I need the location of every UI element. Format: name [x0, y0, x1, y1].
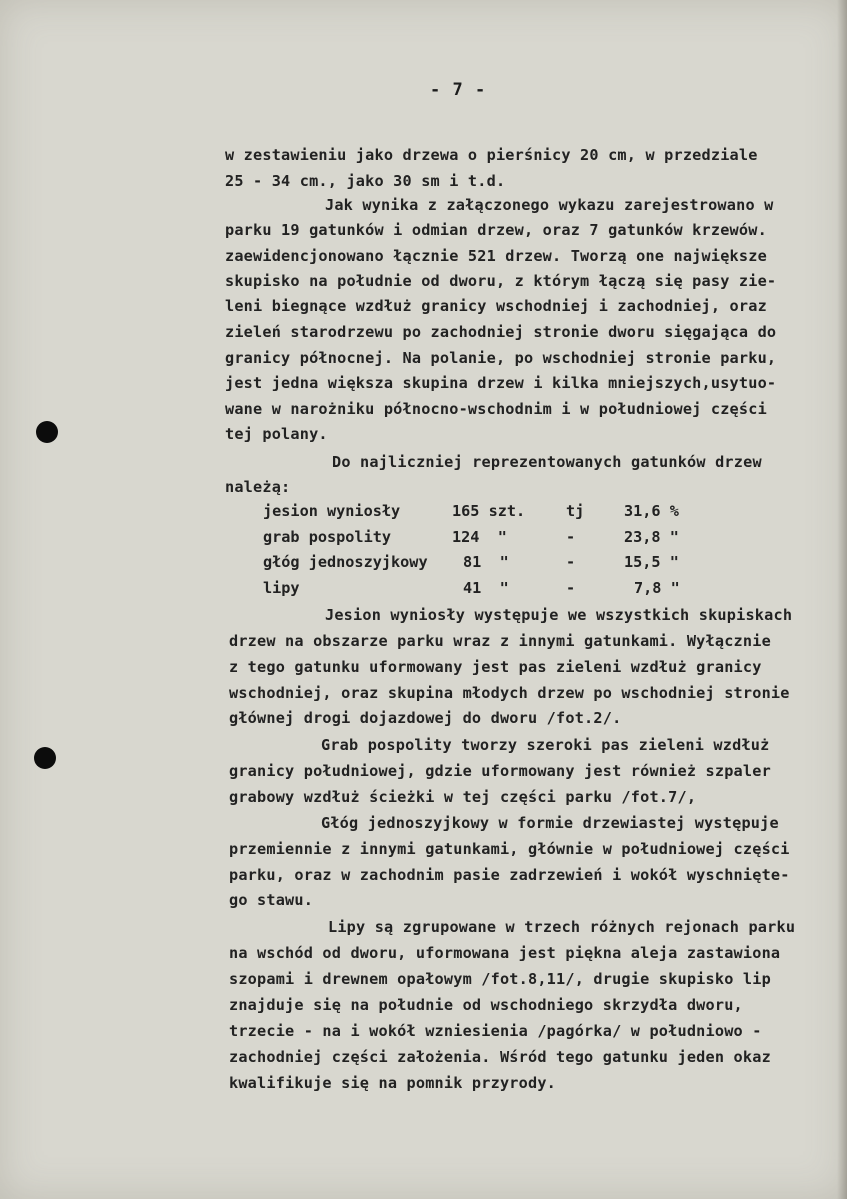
- text-line: grabowy wzdłuż ścieżki w tej części parku /fot.7/,: [229, 788, 697, 806]
- species-percent: 7,8 ": [634, 579, 680, 597]
- species-count: 41 ": [463, 579, 509, 597]
- punch-hole-top: [36, 421, 58, 443]
- text-line: drzew na obszarze parku wraz z innymi gatunkami. Wyłącznie: [229, 632, 771, 650]
- text-line: Głóg jednoszyjkowy w formie drzewiastej występuje: [321, 814, 779, 832]
- species-sep: tj: [566, 502, 585, 520]
- text-line: znajduje się na południe od wschodniego skrzydła dworu,: [229, 996, 743, 1014]
- text-line: Grab pospolity tworzy szeroki pas zieleni wzdłuż: [321, 736, 770, 754]
- punch-hole-bottom: [34, 747, 56, 769]
- text-line: zaewidencjonowano łącznie 521 drzew. Tworzą one największe: [225, 247, 767, 265]
- text-line: granicy północnej. Na polanie, po wschodniej stronie parku,: [225, 349, 777, 367]
- species-percent: 31,6 %: [624, 502, 679, 520]
- species-name: głóg jednoszyjkowy: [263, 553, 428, 571]
- species-sep: -: [566, 579, 576, 597]
- text-line: na wschód od dworu, uformowana jest piękna aleja zastawiona: [229, 944, 781, 962]
- species-percent: 23,8 ": [624, 528, 679, 546]
- text-line: trzecie - na i wokół wzniesienia /pagórka/ w południowo -: [229, 1022, 762, 1040]
- species-name: lipy: [263, 579, 300, 597]
- text-line: granicy południowej, gdzie uformowany jest również szpaler: [229, 762, 771, 780]
- species-count: 165 szt.: [452, 502, 526, 520]
- species-percent: 15,5 ": [624, 553, 679, 571]
- text-line: Do najliczniej reprezentowanych gatunków drzew: [332, 453, 762, 471]
- text-line: go stawu.: [229, 891, 314, 909]
- text-line: z tego gatunku uformowany jest pas zieleni wzdłuż granicy: [229, 658, 762, 676]
- species-sep: -: [566, 528, 576, 546]
- text-line: jest jedna większa skupina drzew i kilka mniejszych,usytuo-: [225, 374, 777, 392]
- species-sep: -: [566, 553, 576, 571]
- text-line: w zestawieniu jako drzewa o pierśnicy 20 cm, w przedziale: [225, 146, 758, 164]
- page-number: - 7 -: [430, 80, 487, 100]
- text-line: leni biegnące wzdłuż granicy wschodniej i zachodniej, oraz: [225, 297, 767, 315]
- text-line: skupisko na południe od dworu, z którym łączą się pasy zie-: [225, 272, 777, 290]
- species-name: grab pospolity: [263, 528, 392, 546]
- text-line: zieleń starodrzewu po zachodniej stronie dworu sięgająca do: [225, 323, 777, 341]
- text-line: tej polany.: [225, 425, 328, 443]
- text-line: zachodniej części założenia. Wśród tego gatunku jeden okaz: [229, 1048, 771, 1066]
- text-line: Lipy są zgrupowane w trzech różnych rejonach parku: [328, 918, 796, 936]
- text-line: 25 - 34 cm., jako 30 sm i t.d.: [225, 172, 506, 190]
- text-line: Jesion wyniosły występuje we wszystkich skupiskach: [325, 606, 793, 624]
- text-line: głównej drogi dojazdowej do dworu /fot.2/.: [229, 709, 622, 727]
- text-line: przemiennie z innymi gatunkami, głównie w południowej części: [229, 840, 790, 858]
- text-line: wschodniej, oraz skupina młodych drzew po wschodniej stronie: [229, 684, 790, 702]
- page-edge-shadow: [837, 0, 847, 1199]
- text-line: Jak wynika z załączonego wykazu zarejestrowano w: [325, 196, 774, 214]
- species-name: jesion wyniosły: [263, 502, 401, 520]
- text-line: należą:: [225, 478, 291, 496]
- species-count: 124 ": [452, 528, 507, 546]
- text-line: szopami i drewnem opałowym /fot.8,11/, drugie skupisko lip: [229, 970, 771, 988]
- text-line: parku, oraz w zachodnim pasie zadrzewień i wokół wyschnięte-: [229, 866, 790, 884]
- text-line: parku 19 gatunków i odmian drzew, oraz 7 gatunków krzewów.: [225, 221, 767, 239]
- text-line: kwalifikuje się na pomnik przyrody.: [229, 1074, 557, 1092]
- species-count: 81 ": [463, 553, 509, 571]
- text-line: wane w narożniku północno-wschodnim i w południowej części: [225, 400, 767, 418]
